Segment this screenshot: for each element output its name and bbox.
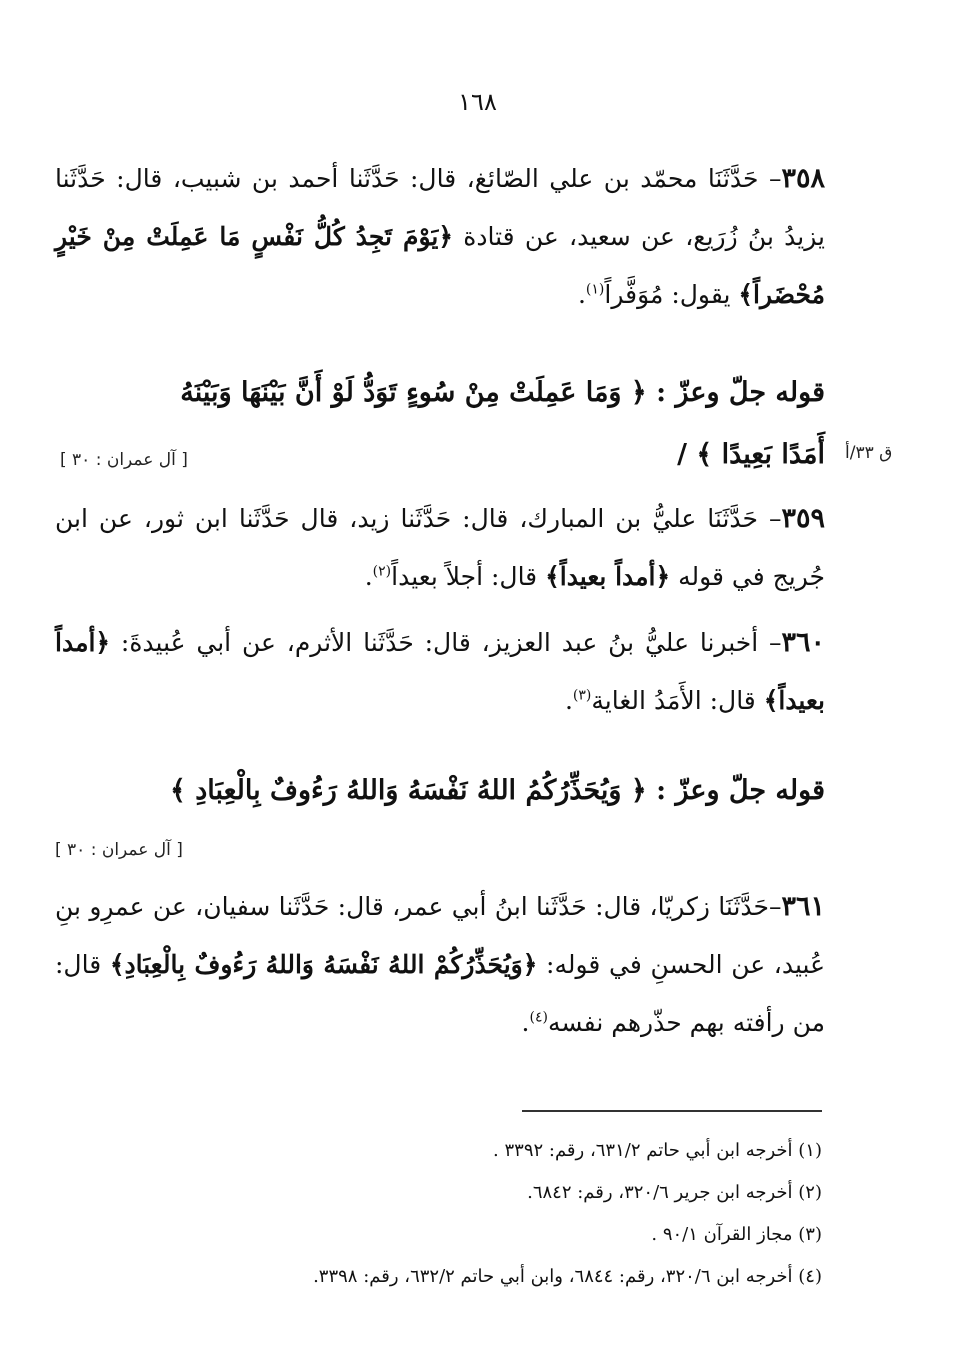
quran-verse: ﴿وَيُحَذِّرُكُمْ اللهُ نَفْسَهُ وَاللهُ رَءُوفٌ بِالْعِبَادِ﴾ — [109, 950, 538, 979]
hadith-text: قال: الأَمَدُ الغاية — [591, 686, 764, 715]
hadith-text: –حَدَّثَنَا زكريّا، قال: حَدَّثَنا ابنُ أبي عمر، قال: حَدَّثَنا سفيان، عن عمرِو بنِ عُبيد، عن الحسنِ في قوله: — [55, 892, 826, 979]
quran-verse: ﴿يَوْمَ تَجِدُ كُلُّ نَفْسٍ مَا عَمِلَتْ مِنْ خَيْرٍ مُحْضَراً﴾ — [55, 222, 825, 309]
hadith-358 — [55, 150, 825, 324]
period: . — [364, 562, 373, 591]
surah-reference: [ آل عمران : ٣٠ ] — [60, 450, 188, 470]
footnote-ref: (٤) — [529, 1009, 548, 1026]
hadith-359 — [55, 490, 825, 606]
footnote: (٣) مجاز القرآن ٩٠/١ . — [651, 1224, 822, 1245]
surah-reference: [ آل عمران : ٣٠ ] — [55, 840, 183, 860]
verse-heading-cont — [225, 424, 825, 486]
hadith-number: ٣٦١ — [781, 891, 825, 922]
heading-line: قوله جلّ وعزّ : ﴿ وَمَا عَمِلَتْ مِنْ سُوءٍ تَوَدُّ لَوْ أَنَّ بَيْنَهَا وَبَيْنَهُ — [180, 377, 825, 408]
verse-heading — [55, 760, 825, 822]
period: . — [564, 686, 573, 715]
footnote-divider — [522, 1110, 822, 1112]
footnote-ref: (١) — [585, 281, 605, 298]
hadith-number: ٣٥٩ — [781, 503, 825, 534]
hadith-text: – حَدَّثَنَا محمّد بن علي الصّائغ، قال: حَدَّثَنا أحمد بن شبيب، — [172, 164, 782, 193]
heading-line: أَمَدًا بَعِيدًا ﴾ / — [677, 439, 825, 470]
period: . — [521, 1008, 530, 1037]
hadith-number: ٣٥٨ — [781, 163, 825, 194]
period: . — [577, 280, 586, 309]
footnote-ref: (٢) — [372, 563, 392, 580]
footnote: (١) أخرجه ابن أبي حاتم ٦٣١/٢، رقم: ٣٣٩٢ . — [493, 1140, 822, 1161]
hadith-360 — [55, 614, 825, 730]
footnote-ref: (٣) — [572, 687, 592, 704]
footnote: (٢) أخرجه ابن جرير ٣٢٠/٦، رقم: ٦٨٤٢. — [527, 1182, 822, 1203]
hadith-text: – أخبرنا عليُّ بنُ عبد العزيز، قال: حَدَّثَنا الأثرم، عن أبي عُبيدةَ: — [110, 628, 782, 657]
hadith-number: ٣٦٠ — [781, 627, 825, 658]
hadith-text: – حَدَّثَنَا عليُّ بن المبارك، قال: حَدَّثَنا زيد، قال حَدَّثَنا ابن ثور، عن ابن جُريج في قوله — [55, 504, 825, 591]
footnotes — [120, 1130, 822, 1298]
hadith-text: قال: أجلاً بعيداً — [391, 562, 546, 591]
footnote: (٤) أخرجه ابن ٣٢٠/٦، رقم: ٦٨٤٤، وابن أبي حاتم ٦٣٢/٢، رقم: ٣٣٩٨. — [313, 1266, 822, 1287]
quran-verse: ﴿أمداً بعيداً﴾ — [545, 562, 671, 591]
page-number: ١٦٨ — [458, 88, 497, 116]
hadith-text: قال: حَدَّثَنا يزيدُ بنُ زُرَيع، عن سعيد، عن قتادة — [55, 164, 825, 251]
hadith-361 — [55, 878, 825, 1052]
hadith-text: قال: من رأفته بهم حذّرهم نفسه — [55, 950, 825, 1037]
heading-line: قوله جلّ وعزّ : ﴿ وَيُحَذِّرُكُمُ اللهُ نَفْسَهُ وَاللهُ رَءُوفٌ بِالْعِبَادِ ﴾ — [170, 775, 825, 806]
manuscript-folio-note: ق ٣٣/أ — [845, 443, 893, 463]
verse-heading — [55, 362, 825, 424]
hadith-text: يقول: مُوَفَّراً — [604, 280, 739, 309]
quran-verse: ﴿أمداً بعيداً﴾ — [55, 628, 825, 715]
